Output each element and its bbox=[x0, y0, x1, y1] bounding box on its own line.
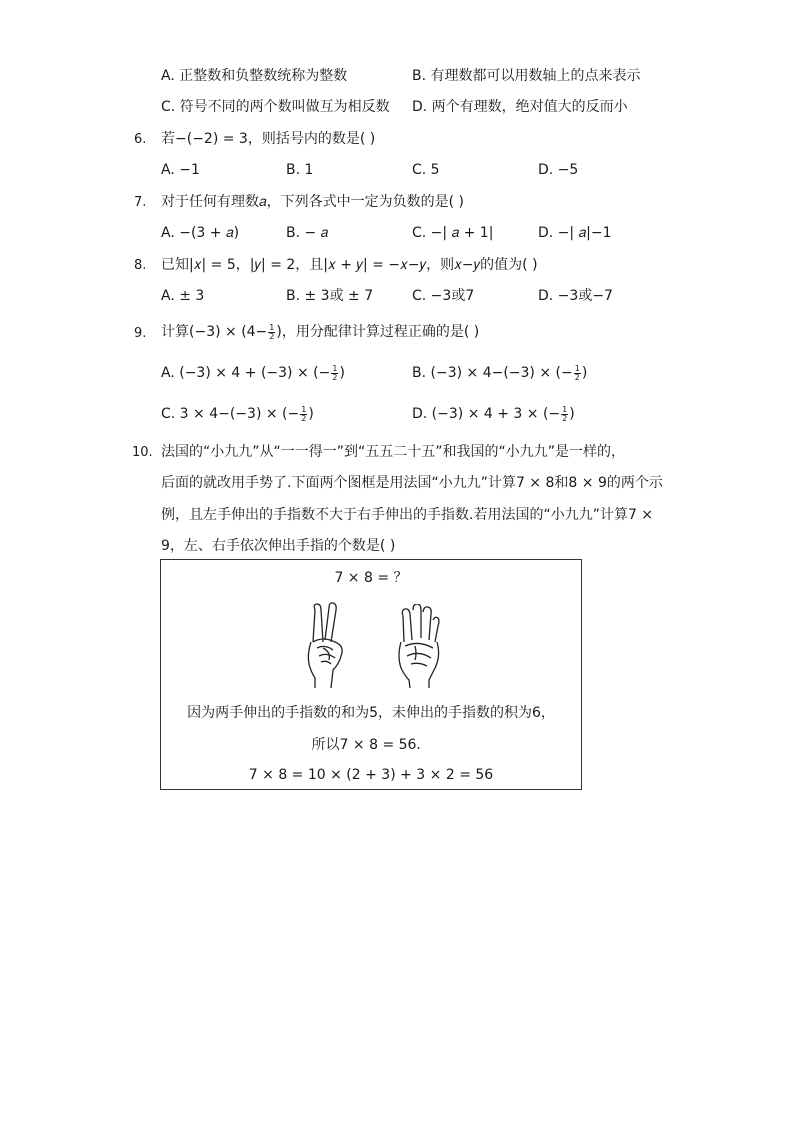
fraction: $\frac{1}{2}$ bbox=[332, 363, 338, 382]
q9-option-b: B. (−3) × 4−(−3) × (− $\frac{1}{2}$ ) bbox=[412, 363, 588, 382]
q9-stem-part-b: )，用分配律计算过程正确的是( ) bbox=[276, 324, 480, 340]
q10-text-line-4: 9，左、右手依次伸出手指的个数是( ) bbox=[161, 538, 396, 554]
q5-option-a: A. 正整数和负整数统称为整数 bbox=[161, 68, 348, 84]
fraction: $\frac{1}{2}$ bbox=[301, 404, 307, 423]
q6-stem: 若−(−2) = 3，则括号内的数是( ) bbox=[161, 131, 376, 147]
example-equation: 7 × 8 = 10 × (2 + 3) + 3 × 2 = 56 bbox=[248, 767, 494, 783]
q6-option-b: B. 1 bbox=[286, 162, 314, 178]
q8-option-a: A. ± 3 bbox=[161, 288, 205, 304]
q8-option-d: D. −3或−7 bbox=[538, 288, 613, 304]
example-title: 7 × 8 = ？ bbox=[334, 570, 408, 586]
q9-option-c: C. 3 × 4−(−3) × (− $\frac{1}{2}$ ) bbox=[161, 404, 314, 423]
q10-text-line-1: 法国的“小九九”从“一一得一”到“五五二十五”和我国的“小九九”是一样的， bbox=[161, 444, 626, 460]
q7-option-b: B. − 𝑎 bbox=[286, 225, 329, 241]
q7-option-d: D. −| 𝑎|−1 bbox=[538, 225, 612, 241]
q8-option-b: B. ± 3或 ± 7 bbox=[286, 288, 374, 304]
fraction: $\frac{1}{2}$ bbox=[269, 322, 275, 341]
q7-stem: 对于任何有理数𝑎，下列各式中一定为负数的是( ) bbox=[161, 194, 464, 210]
q7-number: 7. bbox=[134, 195, 147, 210]
q6-number: 6. bbox=[134, 132, 147, 147]
q5-option-d: D. 两个有理数，绝对值大的反而小 bbox=[412, 99, 628, 115]
fraction: $\frac{1}{2}$ bbox=[574, 363, 580, 382]
q6-option-a: A. −1 bbox=[161, 162, 200, 178]
q5-option-b: B. 有理数都可以用数轴上的点来表示 bbox=[412, 68, 641, 84]
q5-option-c: C. 符号不同的两个数叫做互为相反数 bbox=[161, 99, 390, 115]
q9-option-d: D. (−3) × 4 + 3 × (− $\frac{1}{2}$ ) bbox=[412, 404, 575, 423]
q9-stem-part-a: 计算(−3) × (4− bbox=[161, 324, 268, 340]
q9-number: 9. bbox=[134, 326, 147, 341]
example-explanation-line-2: 所以7 × 8 = 56． bbox=[311, 737, 431, 753]
q7-option-c: C. −| 𝑎 + 1| bbox=[412, 225, 494, 241]
left-hand-illustration bbox=[301, 602, 351, 690]
example-box bbox=[160, 559, 582, 790]
example-explanation-line-1: 因为两手伸出的手指数的和为5，未伸出的手指数的积为6， bbox=[187, 705, 555, 721]
q8-stem: 已知|𝑥| = 5，|𝑦| = 2，且|𝑥 + 𝑦| = −𝑥−𝑦，则𝑥−𝑦的值为( ) bbox=[161, 257, 538, 273]
q6-option-c: C. 5 bbox=[412, 162, 440, 178]
right-hand-illustration bbox=[395, 604, 445, 690]
q8-option-c: C. −3或7 bbox=[412, 288, 475, 304]
q9-stem bbox=[161, 322, 479, 342]
fraction: $\frac{1}{2}$ bbox=[562, 404, 568, 423]
q10-number: 10. bbox=[132, 445, 153, 460]
q9-option-a: A. (−3) × 4 + (−3) × (− $\frac{1}{2}$ ) bbox=[161, 363, 345, 382]
q10-text-line-2: 后面的就改用手势了.下面两个图框是用法国“小九九”计算7 × 8和8 × 9的两个示 bbox=[161, 475, 663, 491]
q8-number: 8. bbox=[134, 258, 147, 273]
q6-option-d: D. −5 bbox=[538, 162, 579, 178]
q10-text-line-3: 例，且左手伸出的手指数不大于右手伸出的手指数.若用法国的“小九九”计算7 × bbox=[161, 507, 654, 523]
q7-option-a: A. −(3 + 𝑎) bbox=[161, 225, 240, 241]
